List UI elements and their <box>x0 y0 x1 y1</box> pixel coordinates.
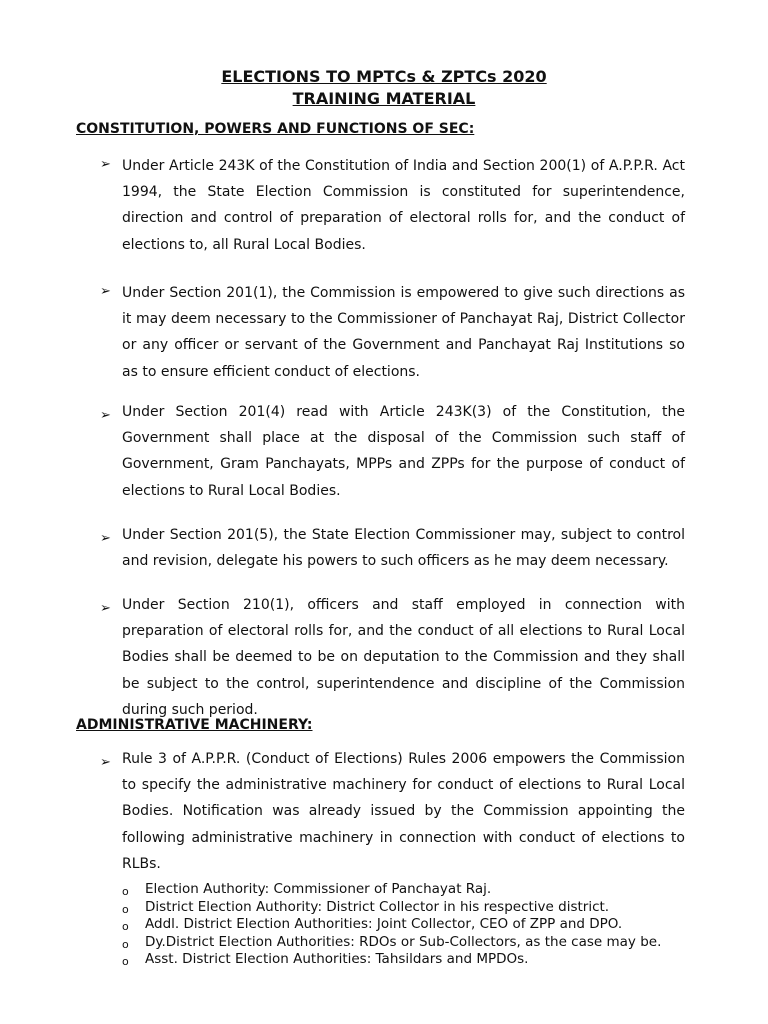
arrow-bullet-icon: ➢ <box>100 408 111 423</box>
arrow-bullet-icon: ➢ <box>100 157 111 172</box>
arrow-bullet-icon: ➢ <box>100 284 111 299</box>
list-item-text: District Election Authority: District Collector in his respective district. <box>145 898 610 915</box>
section-heading-administrative-machinery: ADMINISTRATIVE MACHINERY: <box>76 717 313 733</box>
circle-bullet-icon: o <box>122 920 129 933</box>
document-title: ELECTIONS TO MPTCs & ZPTCs 2020 <box>221 67 547 86</box>
section-heading-constitution: CONSTITUTION, POWERS AND FUNCTIONS OF SEC: <box>76 121 475 137</box>
circle-bullet-icon: o <box>122 955 129 968</box>
document-subtitle: TRAINING MATERIAL <box>292 89 476 108</box>
arrow-bullet-icon: ➢ <box>100 601 111 616</box>
list-item <box>122 881 661 899</box>
arrow-bullet-icon: ➢ <box>100 531 111 546</box>
list-item <box>122 934 661 952</box>
list-item <box>122 916 661 934</box>
list-item-text: Addl. District Election Authorities: Joint Collector, CEO of ZPP and DPO. <box>145 916 623 932</box>
paragraph-section-210-1: Under Section 210(1), officers and staff employed in connection with preparation of electoral rolls for, and the conduct of all elections to Rural Local Bodies shall be deemed to be on deputation to the Commission and they shall be subject to the control, superintendence and discipline of the Commission during such period. <box>122 597 685 718</box>
list-item <box>122 899 661 917</box>
paragraph-article-243k: Under Article 243K of the Constitution of India and Section 200(1) of A.P.P.R. Act 1994, the State Election Commission is constituted for superintendence, direction and control of preparation of electoral rolls for, and the conduct of elections to, all Rural Local Bodies. <box>122 158 685 253</box>
paragraph-section-201-4: Under Section 201(4) read with Article 243K(3) of the Constitution, the Government shall place at the disposal of the Commission such staff of Government, Gram Panchayats, MPPs and ZPPs for the purpose of conduct of elections to Rural Local Bodies. <box>122 404 685 499</box>
circle-bullet-icon: o <box>122 902 129 916</box>
list-item-text: Election Authority: Commissioner of Panchayat Raj. <box>145 881 492 897</box>
circle-bullet-icon: o <box>122 937 129 951</box>
circle-bullet-icon: o <box>122 885 129 898</box>
list-item-text: Dy.District Election Authorities: RDOs or Sub-Collectors, as the case may be. <box>145 933 662 950</box>
paragraph-rule-3: Rule 3 of A.P.P.R. (Conduct of Elections) Rules 2006 empowers the Commission to specify the administrative machinery for conduct of elections to Rural Local Bodies. Notification was already issued by the Commission appointing the following administrative machinery in connection with conduct of elections to RLBs. <box>122 751 685 872</box>
list-item <box>122 951 661 969</box>
arrow-bullet-icon: ➢ <box>100 755 111 770</box>
list-item-text: Asst. District Election Authorities: Tahsildars and MPDOs. <box>145 951 529 967</box>
administrative-machinery-list <box>122 881 661 969</box>
paragraph-section-201-5: Under Section 201(5), the State Election Commissioner may, subject to control and revision, delegate his powers to such officers as he may deem necessary. <box>122 527 685 570</box>
paragraph-section-201-1: Under Section 201(1), the Commission is empowered to give such directions as it may deem necessary to the Commissioner of Panchayat Raj, District Collector or any officer or servant of the Government and Panchayat Raj Institutions so as to ensure efficient conduct of elections. <box>122 285 685 380</box>
